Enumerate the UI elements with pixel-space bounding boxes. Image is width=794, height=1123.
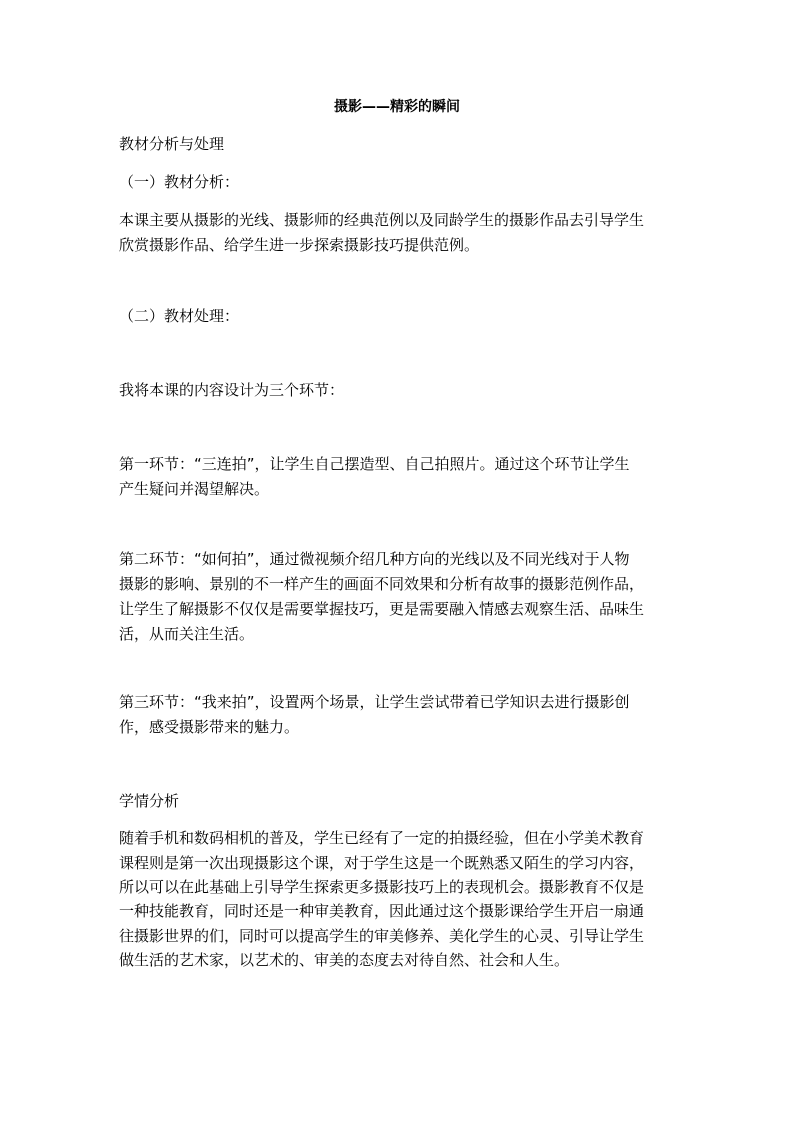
learner-analysis-line-4: 一种技能教育，同时还是一种审美教育，因此通过这个摄影课给学生开启一扇通	[119, 902, 645, 920]
step3-line-2: 作，感受摄影带来的魅力。	[119, 718, 300, 736]
step2-line-1: 第二环节：“如何拍”，通过微视频介绍几种方向的光线以及不同光线对于人物	[119, 550, 630, 568]
step3-line-1: 第三环节：“我来拍”，设置两个场景，让学生尝试带着已学知识去进行摄影创	[119, 693, 630, 711]
step1-line-1: 第一环节：“三连拍”，让学生自己摆造型、自己拍照片。通过这个环节让学生	[119, 455, 630, 473]
design-intro: 我将本课的内容设计为三个环节：	[119, 381, 345, 399]
material-analysis-line-2: 欣赏摄影作品、给学生进一步探索摄影技巧提供范例。	[119, 236, 480, 254]
step1-line-2: 产生疑问并渴望解决。	[119, 480, 270, 498]
step2-line-2: 摄影的影响、景别的不一样产生的画面不同效果和分析有故事的摄影范例作品，	[119, 575, 645, 593]
step2-line-3: 让学生了解摄影不仅仅是需要掌握技巧，更是需要融入情感去观察生活、品味生	[119, 600, 645, 618]
subheading-material-analysis: （一）教材分析：	[119, 173, 240, 191]
learner-analysis-line-1: 随着手机和数码相机的普及，学生已经有了一定的拍摄经验，但在小学美术教育	[119, 829, 645, 847]
material-analysis-line-1: 本课主要从摄影的光线、摄影师的经典范例以及同龄学生的摄影作品去引导学生	[119, 211, 645, 229]
subheading-material-handling: （二）教材处理：	[119, 307, 240, 325]
learner-analysis-line-6: 做生活的艺术家，以艺术的、审美的态度去对待自然、社会和人生。	[119, 951, 570, 969]
section-heading-materials: 教材分析与处理	[119, 135, 225, 153]
learner-analysis-line-3: 所以可以在此基础上引导学生探索更多摄影技巧上的表现机会。摄影教育不仅是	[119, 878, 645, 896]
section-heading-learner-analysis: 学情分析	[119, 792, 180, 810]
step2-line-4: 活，从而关注生活。	[119, 625, 255, 643]
learner-analysis-line-2: 课程则是第一次出现摄影这个课，对于学生这是一个既熟悉又陌生的学习内容，	[119, 854, 645, 872]
learner-analysis-line-5: 往摄影世界的们，同时可以提高学生的审美修养、美化学生的心灵、引导让学生	[119, 927, 645, 945]
document-title: 摄影——精彩的瞬间	[334, 99, 460, 115]
